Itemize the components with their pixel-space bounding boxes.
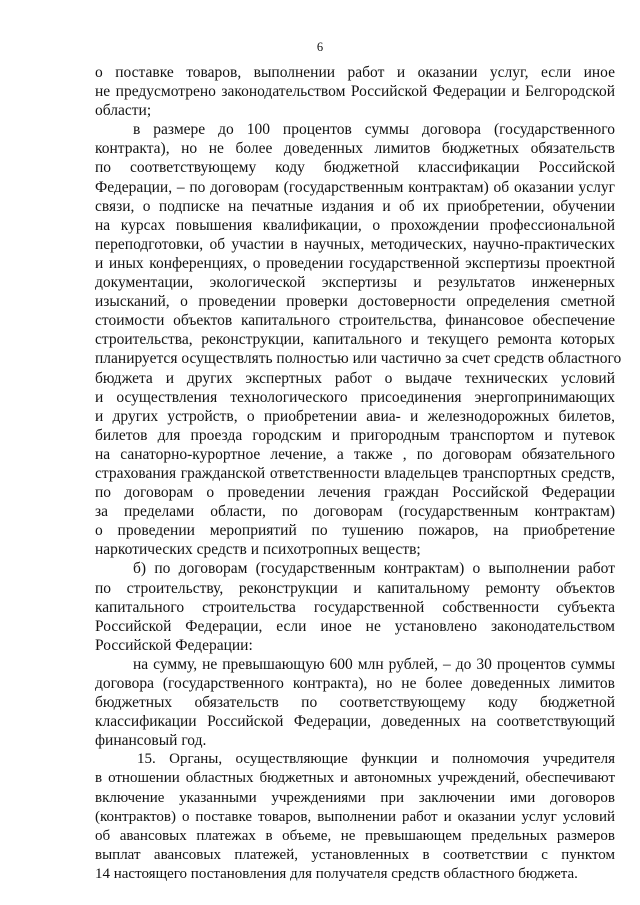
text-line: и других устройств, о приобретении авиа- и железнодорожных билетов,	[95, 407, 615, 425]
text-line: в отношении областных бюджетных и автономных учреждений, обеспечивают	[95, 770, 615, 787]
text-line: изысканий, о проведении проверки достоверности определения сметной	[95, 293, 615, 311]
text-line: об авансовых платежах в объеме, не превышающем предельных размеров	[95, 827, 615, 844]
text-line: на санаторно-курортное лечение, а также , по договорам обязательного	[95, 445, 615, 463]
text-line: включение указанными учреждениями при заключении ими договоров	[95, 789, 615, 806]
text-line: по договорам о проведении лечения граждан Российской Федерации	[95, 484, 615, 502]
text-line: бюджетных обязательств по соответствующему коду бюджетной	[95, 694, 615, 712]
text-line: капитального строительства государственной собственности субъекта	[95, 598, 615, 616]
paragraph-first-line: в размере до 100 процентов суммы договора (государственного	[133, 121, 615, 139]
text-line: о проведении мероприятий по тушению пожаров, на приобретение	[95, 522, 615, 540]
text-line: финансовый год.	[95, 732, 207, 750]
text-line: переподготовки, об участии в научных, методических, научно-практических	[95, 235, 615, 253]
text-line: классификации Российской Федерации, доведенных на соответствующий	[95, 713, 615, 731]
text-line: и иных конференциях, о проведении государственной экспертизы проектной	[95, 254, 615, 272]
text-line: страхования гражданской ответственности владельцев транспортных средств,	[95, 464, 615, 482]
text-line: о поставке товаров, выполнении работ и оказании услуг, если иное	[95, 64, 615, 81]
text-line: Российской Федерации:	[95, 636, 253, 654]
text-line: бюджета и других экспертных работ о выдаче технических условий	[95, 369, 615, 387]
text-line: выплат авансовых платежей, установленных в соответствии с пунктом	[95, 846, 615, 863]
text-line: по строительству, реконструкции и капитальному ремонту объектов	[95, 579, 615, 597]
text-line: области;	[95, 102, 152, 120]
text-line: стоимости объектов капитального строительства, финансовое обеспечение	[95, 312, 615, 330]
page-number: 6	[316, 40, 324, 54]
text-line: контракта), но не более доведенных лимитов бюджетных обязательств	[95, 140, 615, 158]
text-line: Федерации, – по договорам (государственным контрактам) об оказании услуг	[95, 178, 615, 196]
text-line: наркотических средств и психотропных веществ;	[95, 541, 421, 559]
text-line: 14 настоящего постановления для получателя средств областного бюджета.	[95, 865, 578, 882]
section-15-first-line: 15. Органы, осуществляющие функции и полномочия учредителя	[137, 751, 615, 768]
text-line: Российской Федерации, если иное не установлено законодательством	[95, 617, 615, 635]
text-line: связи, о подписке на печатные издания и об их приобретении, обучении	[95, 197, 615, 215]
document-body	[95, 63, 622, 884]
text-line: билетов для проезда городским и пригородным транспортом и путевок	[95, 426, 615, 444]
text-line: и осуществления технологического присоединения энергопринимающих	[95, 388, 615, 406]
text-line: документации, экологической экспертизы и результатов инженерных	[95, 274, 615, 292]
text-line: (контрактов) о поставке товаров, выполнении работ и оказании услуг условий	[95, 808, 615, 825]
text-line: на курсах повышения квалификации, о прохождении профессиональной	[95, 216, 615, 234]
text-line: планируется осуществлять полностью или частично за счет средств областного	[95, 350, 622, 368]
text-line: строительства, реконструкции, капитального и текущего ремонта которых	[95, 331, 615, 349]
text-line: за пределами области, по договорам (государственным контрактам)	[95, 503, 615, 521]
paragraph-first-line: б) по договорам (государственным контрактам) о выполнении работ	[133, 560, 615, 578]
text-line: по соответствующему коду бюджетной классификации Российской	[95, 159, 615, 177]
paragraph-first-line: на сумму, не превышающую 600 млн рублей, – до 30 процентов суммы	[133, 655, 615, 673]
text-line: не предусмотрено законодательством Российской Федерации и Белгородской	[95, 83, 615, 101]
text-line: договора (государственного контракта), но не более доведенных лимитов	[95, 675, 615, 692]
